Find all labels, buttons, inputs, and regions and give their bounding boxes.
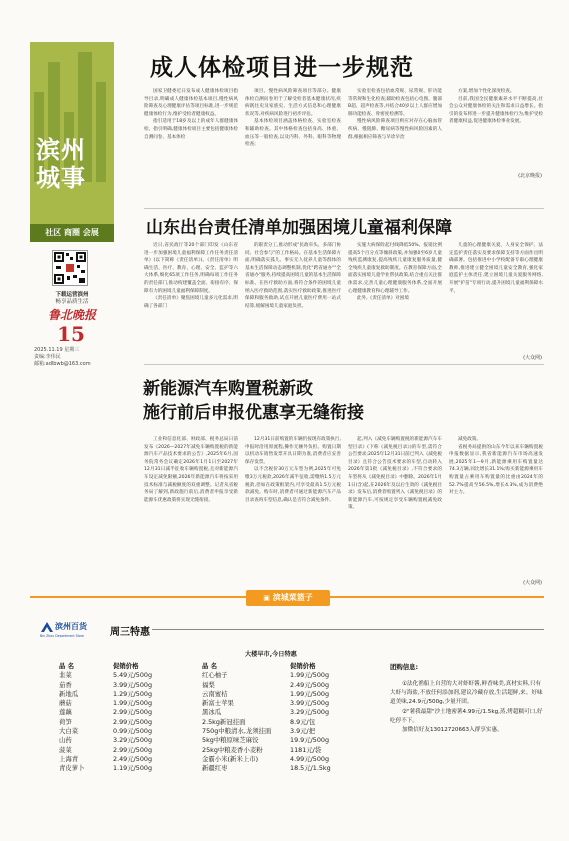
item-name: 福梨 <box>202 680 215 689</box>
item-name: 莲藕 <box>59 708 72 717</box>
item-price: 3.29元/500g <box>290 708 330 717</box>
item-price: 1.99元/500g <box>113 699 153 708</box>
group-buy-item: 加微信好友13012720663入群享实惠。 <box>402 727 503 734</box>
price-row <box>202 718 380 727</box>
page-number: 15 <box>57 322 85 346</box>
article3-source: (大众网) <box>523 580 542 586</box>
section-tags: 社区 商圈 会展 <box>30 224 114 242</box>
item-price: 3.99元/500g <box>290 699 330 708</box>
date-line: 2025.11.19 星期三 <box>34 347 80 353</box>
item-name: 新地瓜 <box>59 689 79 698</box>
price-row <box>59 727 183 736</box>
paragraph: 省税务局提供的山东今年以来车辆购置税申报数据显示,我省新能源汽车市场高速发展,2025年1—9月,新能源乘用车购置量达74.3万辆,同比增长31.1%;购买新能源乘用车购置量占乘用车购置量的比重由2024年的52.7%提高至56.5%,增长4.3%,成为消费绝对主力。 <box>449 444 543 496</box>
paragraph: 12月31日前购置的车辆仍按现有政策执行,申报时沿用原流程,操作无额外负担。购置日期以机动车销售发票开具日期为准,消费者应妥善保存发票。 <box>245 437 341 465</box>
article2-column <box>348 242 442 362</box>
item-price: 2.49元/500g <box>290 680 330 689</box>
item-price: 8.9元/包 <box>290 717 316 726</box>
paragraph: 方案,增加个性化深度检查。 <box>458 89 515 94</box>
article3-headline-line1: 新能源汽车购置税新政 <box>143 379 313 399</box>
item-name: 新富士苹果 <box>202 699 234 708</box>
item-name: 2.5kg新冠挂面 <box>202 717 246 726</box>
store-logo-icon <box>40 620 54 634</box>
item-price: 2.49元/500g <box>113 754 153 763</box>
store-logo-text: 滨州百货 <box>55 622 87 631</box>
section-name: 滨州城事 <box>36 135 86 192</box>
item-price: 5.49元/500g <box>113 671 153 680</box>
paragraph: 基本体检项目涵盖体格检查、实验室检查和辅助检查。其中体格检查包括身高、体重、血压等一般检查,以及内科、外科、眼科等物理检查; <box>245 119 341 148</box>
paragraph: 工业和信息化部、财政部、税务总局日前发布《2026—2027年减免车辆购置税的新能源汽车产品技术要求的公告》,2025年6月,国务院常务会议确定2026年1月1日至2027年12月31日减半征收车辆购置税,且对新能源汽车设定减免限额,2026年新能源汽车将按采用技术标准与减税额度的双重调整。记者从省税务局了解到,新政施行前后,消费者申报享受新能源车优惠政策将实现无缝衔接。 <box>144 437 238 503</box>
item-price: 2.99元/500g <box>113 745 153 754</box>
paragraph: 目前,我国全民健康素养水平不断提高,社会公众对健康体检的关注和需求日益增长。指引的发布将进一步提升健康体检行为,维护受检者健康权益,促进健康体检事业发展。 <box>449 96 543 125</box>
paragraph: 《责任清单》聚焦困境儿童多元化需求,明确了各部门 <box>144 296 238 309</box>
item-price: 2.99元/500g <box>113 717 153 726</box>
article3-column <box>245 436 341 572</box>
article1-column <box>144 88 238 208</box>
price-row <box>202 746 380 755</box>
item-name: 韭菜 <box>59 671 72 680</box>
price-row <box>202 736 380 745</box>
market-subtitle: 大楼早市,今日特惠 <box>245 651 297 658</box>
price-row <box>202 764 380 773</box>
column-header-price: 促销价格 <box>290 662 316 670</box>
article3-column <box>449 436 543 576</box>
article3-column <box>144 436 238 572</box>
item-name: 新疆红枣 <box>202 764 228 773</box>
group-buy-item: ①法化渔船上自营的大对虾虾酱,鲜香味美,真材实料,只有大虾与海盐,不放任何添加剂,建议冷藏存放,生活超鲜,来。好味道美味,24.9元/500g,少量开团。 <box>390 681 543 706</box>
item-price: 18.5元/1.5kg <box>290 764 331 773</box>
article3-headline-line2: 施行前后申报优惠享无缝衔接 <box>143 403 364 423</box>
paragraph: 项目、慢性病风险筛查项目等部分。健康体检自测问卷用于了解受检者基本健康状况,疾病既往史及家族史、生活方式信息和心理健康状况等,对疾病风险进行初步评估。 <box>245 89 341 117</box>
store-logo <box>40 620 102 642</box>
article2-column <box>245 242 341 362</box>
paragraph: 起,列入《减免车辆购置税的新能源汽车车型目录》(下称《减免税目录》)的车型,需符合公告要求;2025年12月31日前已列入《减免税目录》且符合公告技术要求的车型,自动转入2026年第1批《减免税目录》,不符合要求的车型将从《减免税目录》中删除。2026年1月1日(含)起,在2026年及以后生效的《减免税目录》发布后,消费者购置列入《减免税目录》的新能源汽车,可按规定享受车辆购置税减免政策。 <box>348 437 442 511</box>
item-price: 2.99元/500g <box>113 708 153 717</box>
article3-column <box>348 436 442 572</box>
item-name: 云南蜜桔 <box>202 689 228 698</box>
article1-headline: 成人体检项目进一步规范 <box>150 54 414 81</box>
article2-column <box>144 242 238 362</box>
price-table-left <box>59 662 183 774</box>
email-line: 邮箱:adlbwb@163.com <box>34 361 91 367</box>
qr-subcaption: 畅享品质生活 <box>55 299 89 305</box>
market-title: 周三特惠 <box>110 627 150 638</box>
item-price: 1181元/袋 <box>290 745 322 754</box>
paragraph: 以不含税价30万元车型为例,2025年可免缴3万元税款,2026年减半征收,需缴纳1.5万元税款,但如在政策框架内,可享受最高1.5万元税款减免。购车时,消费者可通过新能源汽车产品目录查询车型信息,确认是否符合减免条件。 <box>245 467 341 503</box>
price-row <box>59 690 183 699</box>
divider <box>144 364 544 365</box>
group-buy-info <box>390 680 544 735</box>
item-name: 荷笋 <box>59 717 72 726</box>
item-price: 3.99元/500g <box>113 680 153 689</box>
item-price: 1.29元/500g <box>113 689 153 698</box>
item-price: 3.29元/500g <box>113 736 153 745</box>
market-tag-label: 滨城菜篮子 <box>272 593 313 602</box>
item-name: 青皮萝卜 <box>59 764 85 773</box>
article2-source: (大众网) <box>523 355 542 361</box>
item-price: 1.19元/500g <box>113 764 153 773</box>
section-banner <box>30 42 114 242</box>
market-title-rule <box>152 629 544 630</box>
price-row <box>59 746 183 755</box>
item-name: 上海青 <box>59 754 79 763</box>
price-row <box>59 681 183 690</box>
item-name: 5kg中粮原味芝麻饺 <box>202 736 259 745</box>
item-name: 750g中粮清水,龙须挂面 <box>202 727 272 736</box>
item-name: 茄香 <box>59 680 72 689</box>
price-row <box>202 690 380 699</box>
item-price: 4.99元/500g <box>290 754 330 763</box>
paragraph: 国家卫健委近日发布成人健康体检项目指导目录,明确成人健康体检基本项目,慢性病风险筛查及心理健康评估等项目标准,进一步规范健康体检行为,维护受检者健康权益。 <box>144 89 238 117</box>
article1-column <box>348 88 442 208</box>
item-price: 0.99元/500g <box>113 727 153 736</box>
price-row <box>202 671 380 680</box>
paragraph: 近日,省民政厅等20个部门印发《山东省进一步加强困境儿童福利保障工作任务责任清单》(以下简称《责任清单》)。《责任清单》明确生活、医疗、教育、心理、安全、监护等六大体系,细化65项工作任务,明确每项工作任务的责任部门,推动构建覆盖全面、衔接有序、保障有力的困境儿童福利保障制度。 <box>144 243 238 294</box>
article1-column <box>245 88 341 208</box>
item-price: 3.9元/把 <box>290 727 316 736</box>
item-price: 1.99元/500g <box>290 689 330 698</box>
qr-code[interactable] <box>52 250 88 286</box>
column-header-name: 品 名 <box>202 662 218 670</box>
column-header-price: 促销价格 <box>113 662 139 670</box>
divider <box>144 208 544 209</box>
price-row <box>202 708 380 717</box>
item-name: 大白菜 <box>59 727 79 736</box>
price-row <box>202 681 380 690</box>
paragraph: 实验室检查包括血常规、尿常规、肝功能等常规和生化检查;辅助检查包括心电图、腹部B超、超声检查等,并结合40岁以上人群应增加肺功能检查、骨密度检测等。 <box>348 89 442 117</box>
paragraph: 儿童的心理健康关爱、人身安全保护、法定监护责任落实及要求保障支持等方面作出明确部署。包括推进中小学校配备专职心理健康教师,推进建立健全困境儿童安全教育,强化家庭监护主体责任,建立困境儿童关爱服务网络,开展"护苗"专项行动,提升困境儿童福利保障水平。 <box>449 243 543 294</box>
paragraph: 慢性病风险筛查项目则应对存在心脑血管疾病、慢阻肺、糖尿病等慢性病风险因素的人群,根据相应筛查与早诊早治 <box>348 119 442 140</box>
item-name: 红心柚子 <box>202 671 228 680</box>
article2-headline: 山东出台责任清单加强困境儿童福利保障 <box>146 218 452 238</box>
price-row <box>202 727 380 736</box>
basket-icon: ▣ <box>263 594 270 602</box>
item-price: 1.99元/500g <box>290 671 330 680</box>
item-name: 金霸小米(新米上市) <box>202 754 259 763</box>
price-row <box>59 708 183 717</box>
item-name: 25kg中粮麦香小麦粉 <box>202 745 263 754</box>
article1-source: (北京晚报) <box>518 173 542 179</box>
paragraph: 此外,《责任清单》对困境 <box>357 296 409 302</box>
paper-name: 鲁北晚报 <box>47 308 96 322</box>
item-name: 蘑菇 <box>59 699 72 708</box>
group-buy-item: ②"薯我最甜"沙土地密薯4.99元/1.5kg,蒸,烤超糯可口,好吃停不下。 <box>390 708 543 724</box>
price-row <box>59 718 183 727</box>
article1-column <box>449 88 543 170</box>
qr-caption: 下载运营滨州 <box>55 292 89 298</box>
paragraph: 指引适用于18岁及以上的成年人群健康体检。指引明确,健康体检项目主要包括健康体检自测问卷、基本体检 <box>144 119 238 140</box>
market-tag <box>246 590 330 606</box>
column-header-name: 品 名 <box>59 662 75 670</box>
item-price: 19.9元/500g <box>290 736 330 745</box>
price-row <box>202 755 380 764</box>
paragraph: 减免政策。 <box>458 437 481 442</box>
article2-column <box>449 242 543 354</box>
price-row <box>59 699 183 708</box>
price-row <box>59 764 183 773</box>
item-name: 菠菜 <box>59 745 72 754</box>
price-row <box>59 671 183 680</box>
item-name: 黑冰瓜 <box>202 708 222 717</box>
paragraph: 实施大病保险起付线降低50%、报销比例提高5个百分点等倾斜政策,并加强0至6岁儿童残疾监测康复,提高残疾儿童康复服务质量,健全残疾儿童康复救助制度。在教育保障方面,全面落实困境儿童学业帮扶政策,结合重点关注群体需求,完善儿童心理健康服务体系,全面开展心理健康教育和心理辅导工作。 <box>348 243 442 294</box>
price-row <box>59 736 183 745</box>
editor-line: 责编:李伟民 <box>34 354 61 360</box>
item-name: 山药 <box>59 736 72 745</box>
store-logo-subtext: Bin Zhou Department Store <box>40 634 85 638</box>
group-buy-header: 团购信息: <box>390 663 419 671</box>
price-row <box>59 755 183 764</box>
price-table-mid <box>202 662 380 774</box>
price-row <box>202 699 380 708</box>
paragraph: 的职责分工,推动形成"民政牵头、多部门协同、社会参与"的工作格局。在基本生活保障方面,明确落实孤儿、事实无人抚养儿童等群体的基本生活保障动态调整机制,优化"跨省通办""全省通办"服务,持续提高困境儿童的基本生活保障标准。在医疗救助方面,将符合条件的困境儿童纳入医疗救助范围,落实医疗救助政策,推进医疗保障和服务救助,试点开展儿童医疗费用一站式结算,缓解困境儿童家庭负担。 <box>245 243 341 309</box>
